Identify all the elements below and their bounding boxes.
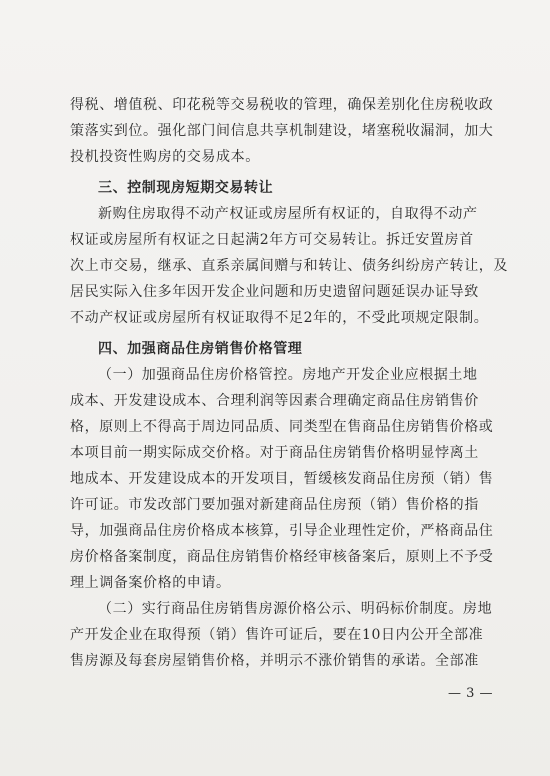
text-line: 新购住房取得不动产权证或房屋所有权证的，自取得不动产 — [98, 206, 478, 222]
text-line: （一）加强商品住房价格管控。房地产开发企业应根据土地 — [98, 367, 478, 383]
text-line: 地成本、开发建设成本的开发项目，暂缓核发商品住房预（销）售 — [70, 471, 494, 487]
text-line: 房价格备案制度，商品住房销售价格经审核备案后，原则上不予受 — [70, 549, 494, 565]
text-line: 成本、开发建设成本、合理利润等因素合理确定商品住房销售价 — [70, 393, 479, 409]
text-line: 次上市交易，继承、直系亲属间赠与和转让、债务纠纷房产转让，及 — [70, 258, 508, 274]
text-line: 格，原则上不得高于周边同品质、同类型在售商品住房销售价格或 — [70, 419, 494, 435]
text-line: 策落实到位。强化部门间信息共享机制建设，堵塞税收漏洞，加大 — [70, 123, 494, 139]
section-heading: 四、加强商品住房销售价格管理 — [98, 341, 303, 357]
text-line: 理上调备案价格的申请。 — [70, 575, 231, 591]
document-body — [70, 92, 508, 674]
text-line: 居民实际入住多年因开发企业问题和历史遗留问题延误办证导致 — [70, 284, 479, 300]
text-line: 投机投资性购房的交易成本。 — [70, 149, 260, 165]
text-line: 不动产权证或房屋所有权证取得不足2年的，不受此项规定限制。 — [70, 310, 489, 326]
text-line: 得税、增值税、印花税等交易税收的管理，确保差别化住房税收政 — [70, 97, 494, 113]
text-line: 导，加强商品住房价格成本核算，引导企业理性定价，严格商品住 — [70, 523, 494, 539]
text-line: 产开发企业在取得预（销）售许可证后，要在10日内公开全部准 — [70, 627, 484, 643]
page-number: — 3 — — [448, 686, 494, 701]
text-line: 许可证。市发改部门要加强对新建商品住房预（销）售价格的指 — [70, 497, 479, 513]
text-line: 权证或房屋所有权证之日起满2年方可交易转让。拆迁安置房首 — [70, 232, 474, 248]
text-line: 售房源及每套房屋销售价格，并明示不涨价销售的承诺。全部准 — [70, 653, 479, 669]
text-line: 本项目前一期实际成交价格。对于商品住房销售价格明显悖离土 — [70, 445, 479, 461]
text-line: （二）实行商品住房销售房源价格公示、明码标价制度。房地 — [98, 601, 493, 617]
section-heading: 三、控制现房短期交易转让 — [98, 180, 274, 196]
